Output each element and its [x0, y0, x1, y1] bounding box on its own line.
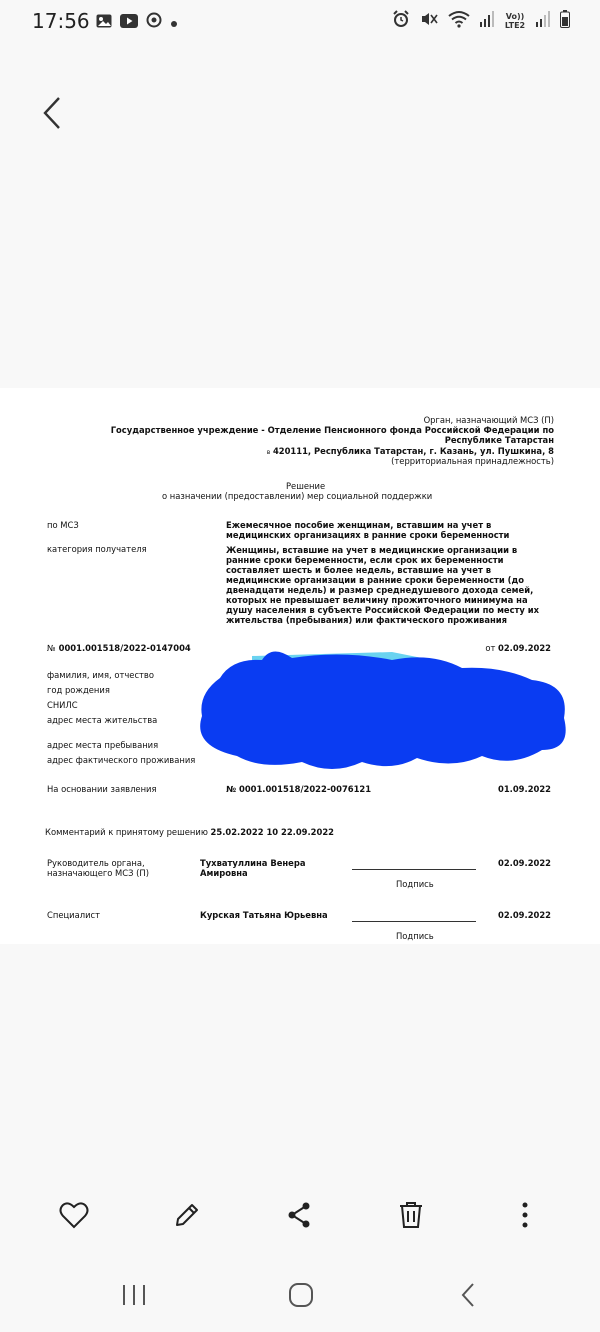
share-button[interactable]: [274, 1190, 324, 1240]
decision-number-row: [47, 643, 191, 653]
category-line: двенадцати недель) и размер среднедушевого дохода семей,: [226, 585, 534, 595]
youtube-icon: [120, 13, 138, 32]
recent-apps-button[interactable]: [104, 1270, 164, 1320]
network-label: Vo)) LTE2: [504, 12, 526, 30]
signal-icon: [536, 11, 550, 31]
battery-icon: [560, 10, 570, 32]
document-image[interactable]: [0, 388, 600, 944]
doc-header-line1: Орган, назначающий МСЗ (П): [423, 415, 554, 425]
decision-date: 02.09.2022: [498, 643, 551, 653]
status-bar: [0, 0, 600, 44]
signature-line: [352, 869, 476, 870]
signature-caption: Подпись: [396, 931, 434, 941]
specialist-name: Курская Татьяна Юрьевна: [200, 910, 328, 920]
category-line: душу населения в субъекте Российской Федерации по месту их: [226, 605, 540, 615]
doc-header-line2: Государственное учреждение - Отделение Пенсионного фонда Российской Федерации по: [110, 425, 554, 435]
category-line: Женщины, вставшие на учет в медицинские организации в: [226, 545, 518, 555]
signature-caption: Подпись: [396, 879, 434, 889]
doc-header-line3: Республике Татарстан: [444, 435, 554, 445]
mute-icon: [420, 10, 438, 32]
category-line: медицинские организации в ранние сроки беременности (до: [226, 575, 525, 585]
specialist-label: Специалист: [47, 910, 101, 920]
basis-date: 01.09.2022: [498, 784, 551, 794]
specialist-date: 02.09.2022: [498, 910, 551, 920]
comment-row: [45, 827, 334, 837]
category-line: жительства (пребывания) или фактического проживания: [226, 615, 508, 625]
status-time: 17:56: [32, 9, 90, 33]
person-label: адрес места пребывания: [47, 740, 159, 750]
doc-title: Решение: [286, 481, 326, 491]
favorite-button[interactable]: [49, 1190, 99, 1240]
more-icon: [521, 1201, 529, 1229]
basis-number: № 0001.001518/2022-0076121: [226, 784, 372, 794]
edit-button[interactable]: [162, 1190, 212, 1240]
decision-date-prefix: от: [485, 643, 496, 653]
signature-line: [352, 921, 476, 922]
wifi-icon: [448, 10, 470, 32]
decision-number-prefix: №: [47, 643, 56, 653]
person-label: фамилия, имя, отчество: [47, 670, 154, 680]
msz-label: по МСЗ: [47, 520, 79, 530]
person-label: год рождения: [47, 685, 110, 695]
delete-icon: [397, 1200, 425, 1230]
person-label: адрес места жительства: [47, 715, 158, 725]
comment-value: 25.02.2022 10 22.09.2022: [210, 827, 334, 837]
category-line: составляет шесть и более недель, вставшие на учет в: [226, 565, 492, 575]
gallery-icon: [96, 13, 112, 32]
basis-label: На основании заявления: [47, 784, 157, 794]
msz-value-line1: Ежемесячное пособие женщинам, вставшим на учет в: [226, 520, 492, 530]
system-navigation-bar: [0, 1270, 600, 1320]
edit-icon: [173, 1201, 201, 1229]
back-nav-icon: [459, 1281, 477, 1309]
back-button[interactable]: [32, 90, 72, 136]
back-nav-button[interactable]: [438, 1270, 498, 1320]
share-icon: [285, 1201, 313, 1229]
head-name-line2: Амировна: [200, 868, 248, 878]
person-label: СНИЛС: [47, 700, 78, 710]
msz-value-line2: медицинских организациях в ранние сроки беременности: [226, 530, 510, 540]
doc-header-address: 420111, Республика Татарстан, г. Казань, ул. Пушкина, 8: [272, 446, 554, 456]
head-date: 02.09.2022: [498, 858, 551, 868]
heart-icon: [59, 1201, 89, 1229]
delete-button[interactable]: [386, 1190, 436, 1240]
category-line: ранние сроки беременности, если срок их беременности: [226, 555, 504, 565]
doc-header-address-prefix: в: [266, 449, 271, 456]
dot-icon: [170, 13, 178, 32]
category-line: которых не превышает величину прожиточного минимума на: [226, 595, 528, 605]
chevron-left-icon: [42, 96, 62, 130]
head-label-line1: Руководитель органа,: [47, 858, 145, 868]
recent-apps-icon: [121, 1283, 147, 1307]
home-icon: [287, 1281, 315, 1309]
comment-label: Комментарий к принятому решению: [45, 827, 208, 837]
alarm-icon: [392, 10, 410, 32]
doc-subtitle: о назначении (предоставлении) мер социальной поддержки: [162, 491, 433, 501]
sync-icon: [146, 12, 162, 32]
redaction-scribble: [192, 638, 572, 773]
home-button[interactable]: [271, 1270, 331, 1320]
doc-header-line5: (территориальная принадлежность): [391, 456, 554, 466]
person-label: адрес фактического проживания: [47, 755, 196, 765]
action-toolbar: [0, 1190, 600, 1240]
signal-icon: [480, 11, 494, 31]
category-label: категория получателя: [47, 544, 147, 554]
more-options-button[interactable]: [500, 1190, 550, 1240]
head-label-line2: назначающего МСЗ (П): [47, 868, 149, 878]
decision-number: 0001.001518/2022-0147004: [58, 643, 191, 653]
head-name-line1: Тухватуллина Венера: [200, 858, 306, 868]
